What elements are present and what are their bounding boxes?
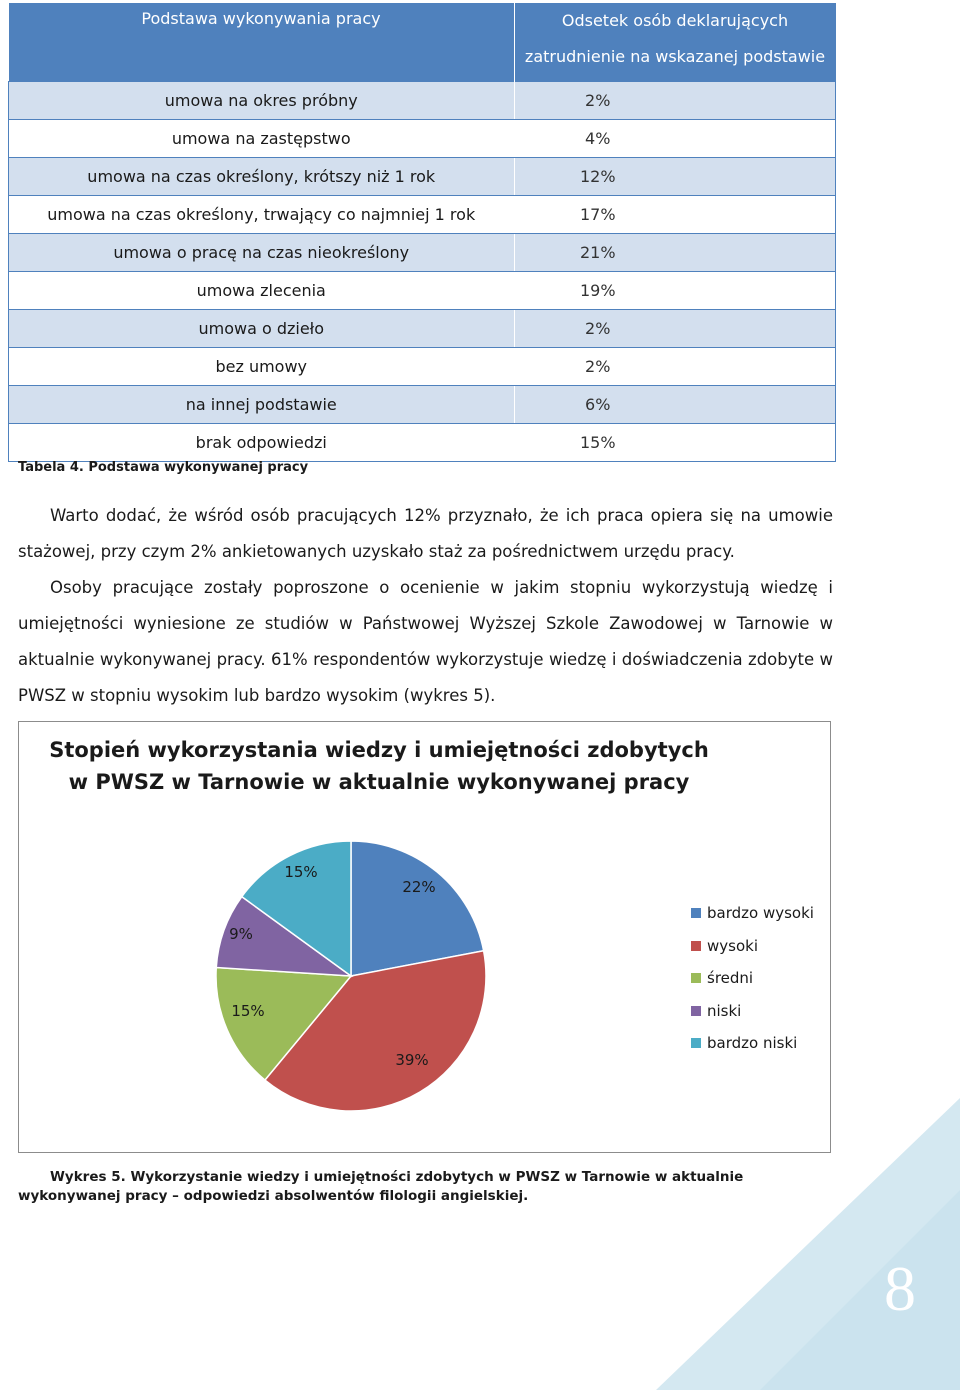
legend-item [691, 1027, 826, 1060]
row-percent-cell [514, 424, 836, 462]
page-number: 8 [884, 1253, 916, 1324]
row-percent-cell [514, 196, 836, 234]
pie-data-label-2: 39% [395, 1051, 429, 1069]
paragraph-internship: Warto dodać, że wśród osób pracujących 12% przyznało, że ich praca opiera się na umowie stażowej, przy czym 2% ankietowanych uzyskało staż za pośrednictwem urzędu pracy. [18, 506, 833, 561]
row-basis-label: umowa o pracę na czas nieokreślony [9, 234, 515, 272]
table-header-row [9, 3, 836, 82]
row-basis-label: umowa zlecenia [9, 272, 515, 310]
row-percent-value: 2% [585, 319, 611, 338]
table-caption: Tabela 4. Podstawa wykonywanej pracy [18, 460, 309, 475]
pie-data-label-3: 15% [231, 1002, 265, 1020]
legend-label: średni [707, 969, 754, 988]
legend-label: wysoki [707, 936, 758, 955]
table-header-percent: Odsetek osób deklarujących zatrudnienie na wskazanej podstawie [514, 3, 836, 82]
row-percent-value: 21% [579, 243, 616, 262]
legend-item [691, 930, 826, 963]
table-row [9, 82, 836, 120]
row-basis-label: bez umowy [9, 348, 515, 386]
row-basis-label: umowa na zastępstwo [9, 120, 515, 158]
chart-caption: Wykres 5. Wykorzystanie wiedzy i umiejętności zdobytych w PWSZ w Tarnowie w aktualnie wykonywanej pracy – odpowiedzi absolwentów filologii angielskiej. [18, 1169, 744, 1204]
table-row [9, 234, 836, 272]
legend-swatch [691, 908, 701, 918]
row-basis-label: umowa o dzieło [9, 310, 515, 348]
table-header-basis: Podstawa wykonywania pracy [9, 3, 515, 82]
chart-title-line-2: w PWSZ w Tarnowie w aktualnie wykonywanej pracy [68, 770, 690, 794]
legend-label: niski [707, 1001, 742, 1020]
row-percent-cell [514, 272, 836, 310]
pie-chart-box [18, 721, 831, 1153]
row-basis-label: umowa na okres próbny [9, 82, 515, 120]
row-percent-value: 19% [579, 281, 616, 300]
row-percent-cell [514, 386, 836, 424]
row-basis-label: na innej podstawie [9, 386, 515, 424]
table-row [9, 158, 836, 196]
pie-data-label-5: 15% [284, 863, 318, 881]
table-row [9, 310, 836, 348]
legend-swatch [691, 973, 701, 983]
legend-item [691, 897, 826, 930]
row-percent-cell [514, 158, 836, 196]
row-percent-value: 15% [579, 433, 616, 452]
paragraph-knowledge-use: Osoby pracujące zostały poproszone o ocenienie w jakim stopniu wykorzystują wiedzę i umiejętności wyniesione ze studiów w Państwowej Wyższej Szkole Zawodowej w Tarnowie w aktualnie wykonywanej pracy. 61% respondentów wykorzystuje wiedzę i doświadczenia zdobyte w PWSZ w stopniu wysokim lub bardzo wysokim (wykres 5). [18, 578, 833, 705]
row-percent-value: 2% [585, 357, 611, 376]
legend-item [691, 962, 826, 995]
table-body [9, 82, 836, 462]
row-basis-label: brak odpowiedzi [9, 424, 515, 462]
row-percent-value: 6% [585, 395, 611, 414]
legend-label: bardzo niski [707, 1034, 798, 1053]
table-row [9, 386, 836, 424]
table-row [9, 348, 836, 386]
row-percent-value: 17% [579, 205, 616, 224]
pie-data-label-1: 22% [402, 878, 436, 896]
row-percent-cell [514, 82, 836, 120]
table-row [9, 120, 836, 158]
table-row [9, 424, 836, 462]
row-percent-cell [514, 310, 836, 348]
row-percent-value: 2% [585, 91, 611, 110]
row-percent-cell [514, 120, 836, 158]
employment-basis-table [8, 3, 836, 462]
legend-swatch [691, 1038, 701, 1048]
row-basis-label: umowa na czas określony, krótszy niż 1 rok [9, 158, 515, 196]
legend-item [691, 995, 826, 1028]
legend-swatch [691, 941, 701, 951]
row-percent-value: 4% [585, 129, 611, 148]
legend-label: bardzo wysoki [707, 904, 814, 923]
chart-legend [691, 897, 826, 1060]
row-percent-value: 12% [579, 167, 616, 186]
row-basis-label: umowa na czas określony, trwający co najmniej 1 rok [9, 196, 515, 234]
table-row [9, 272, 836, 310]
row-percent-cell [514, 348, 836, 386]
pie-data-label-4: 9% [229, 925, 253, 943]
chart-title-line-1: Stopień wykorzystania wiedzy i umiejętności zdobytych [49, 738, 709, 762]
table-row [9, 196, 836, 234]
row-percent-cell [514, 234, 836, 272]
legend-swatch [691, 1006, 701, 1016]
